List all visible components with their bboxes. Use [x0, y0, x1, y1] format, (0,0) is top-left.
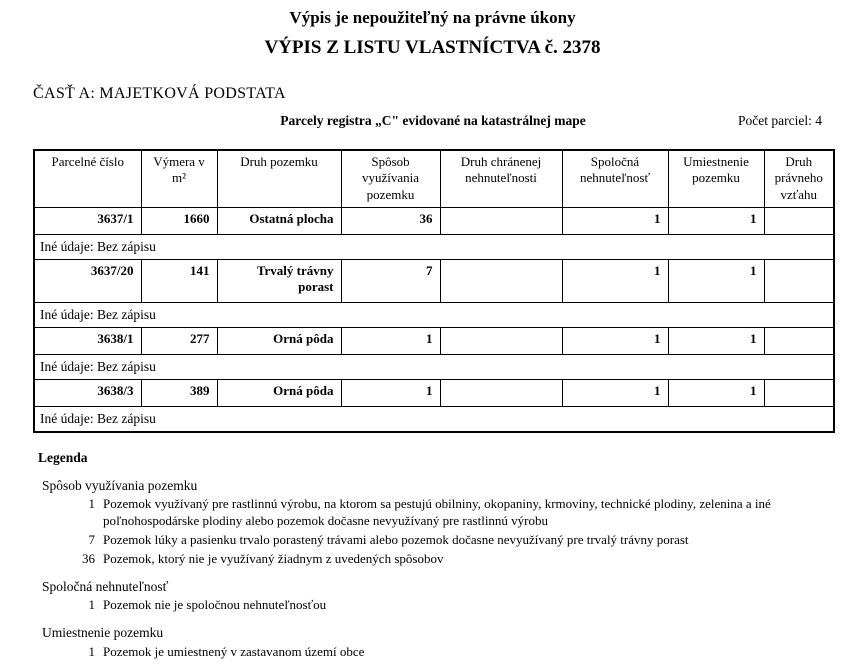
- legend-item-code: 1: [88, 597, 95, 613]
- legend-item: [38, 597, 865, 614]
- legend-item-text: Pozemok využívaný pre rastlinnú výrobu, na ktorom sa pestujú obilniny, okopaniny, krmoviny, technické plodiny, zelenina a iné poľnohospodárske plodiny alebo pozemok dočasne nevyužívaný pre rastlinnú výrobu: [103, 496, 771, 528]
- legend-title: Legenda: [38, 450, 88, 465]
- cell-protected: [440, 328, 562, 355]
- cell-area: 141: [141, 260, 217, 303]
- table-header-row: [34, 150, 834, 208]
- cell-parcel-number: 3637/20: [34, 260, 141, 303]
- cell-common: 1: [562, 328, 668, 355]
- legend-item-text: Pozemok, ktorý nie je využívaný žiadnym z uvedených spôsobov: [103, 550, 444, 566]
- table-caption-row: [33, 113, 833, 130]
- cell-location: 1: [668, 260, 764, 303]
- cell-land-type: Orná pôda: [217, 328, 341, 355]
- parcel-note-row: [34, 407, 834, 433]
- column-header-area: Výmera v m²: [141, 150, 217, 208]
- parcel-row: [34, 328, 834, 355]
- cell-land-type: Trvalý trávny porast: [217, 260, 341, 303]
- cell-area: 277: [141, 328, 217, 355]
- parcel-note-row: [34, 303, 834, 328]
- disclaimer-text: Výpis je nepoužiteľný na právne úkony: [289, 8, 576, 27]
- cell-location: 1: [668, 380, 764, 407]
- legend: [38, 449, 865, 661]
- table-caption: Parcely registra „C" evidované na katastrálnej mape: [280, 113, 586, 128]
- legend-item-text: Pozemok lúky a pasienku trvalo porastený trávami alebo pozemok dočasne nevyužívaný pre trvalý trávny porast: [103, 531, 689, 547]
- legend-item-text: Pozemok je umiestnený v zastavanom území obce: [103, 643, 365, 659]
- legend-group-location: [38, 624, 865, 660]
- legend-item: [38, 532, 865, 549]
- cell-parcel-number: 3637/1: [34, 208, 141, 235]
- cell-protected: [440, 260, 562, 303]
- parcel-row: [34, 208, 834, 235]
- cell-protected: [440, 380, 562, 407]
- cell-other-data: Iné údaje: Bez zápisu: [34, 355, 834, 380]
- cell-parcel-number: 3638/3: [34, 380, 141, 407]
- legend-group-heading: Umiestnenie pozemku: [42, 625, 164, 641]
- cell-legal: [764, 328, 834, 355]
- legend-item: [38, 551, 865, 568]
- legend-group-usage: [38, 477, 865, 568]
- cell-common: 1: [562, 208, 668, 235]
- cell-common: 1: [562, 260, 668, 303]
- cell-legal: [764, 260, 834, 303]
- parcel-note-row: [34, 235, 834, 260]
- cell-location: 1: [668, 328, 764, 355]
- parcel-row: [34, 260, 834, 303]
- column-header-location: Umiestnenie pozemku: [668, 150, 764, 208]
- cell-legal: [764, 208, 834, 235]
- parcel-row: [34, 380, 834, 407]
- column-header-legal: Druh právneho vzťahu: [764, 150, 834, 208]
- legend-item-code: 36: [82, 550, 95, 566]
- column-header-parcel-number: Parcelné číslo: [34, 150, 141, 208]
- column-header-usage: Spôsob využívania pozemku: [341, 150, 440, 208]
- legend-item: [38, 644, 865, 661]
- legend-group-heading: Spoločná nehnuteľnosť: [42, 578, 169, 594]
- legend-item-code: 1: [88, 643, 95, 659]
- cell-land-type: Orná pôda: [217, 380, 341, 407]
- column-header-protected: Druh chránenej nehnuteľnosti: [440, 150, 562, 208]
- legend-item: [38, 496, 865, 530]
- parcels-table: [33, 149, 835, 433]
- cell-protected: [440, 208, 562, 235]
- parcel-note-row: [34, 355, 834, 380]
- cell-usage: 1: [341, 380, 440, 407]
- cell-usage: 1: [341, 328, 440, 355]
- cell-land-type: Ostatná plocha: [217, 208, 341, 235]
- cell-location: 1: [668, 208, 764, 235]
- cell-area: 389: [141, 380, 217, 407]
- column-header-common: Spoločná nehnuteľnosť: [562, 150, 668, 208]
- cell-common: 1: [562, 380, 668, 407]
- legend-item-code: 1: [88, 496, 95, 512]
- parcel-count: Počet parciel: 4: [738, 113, 822, 128]
- cell-other-data: Iné údaje: Bez zápisu: [34, 235, 834, 260]
- column-header-land-type: Druh pozemku: [217, 150, 341, 208]
- legend-group-heading: Spôsob využívania pozemku: [42, 477, 198, 493]
- cell-other-data: Iné údaje: Bez zápisu: [34, 407, 834, 433]
- legend-item-text: Pozemok nie je spoločnou nehnuteľnosťou: [103, 597, 327, 613]
- document-title: VÝPIS Z LISTU VLASTNÍCTVA č. 2378: [264, 37, 601, 58]
- cell-other-data: Iné údaje: Bez zápisu: [34, 303, 834, 328]
- cell-usage: 7: [341, 260, 440, 303]
- legend-group-common: [38, 578, 865, 614]
- cell-usage: 36: [341, 208, 440, 235]
- legend-item-code: 7: [88, 531, 95, 547]
- section-a-heading: ČASŤ A: MAJETKOVÁ PODSTATA: [33, 85, 286, 102]
- cell-area: 1660: [141, 208, 217, 235]
- cell-parcel-number: 3638/1: [34, 328, 141, 355]
- cell-legal: [764, 380, 834, 407]
